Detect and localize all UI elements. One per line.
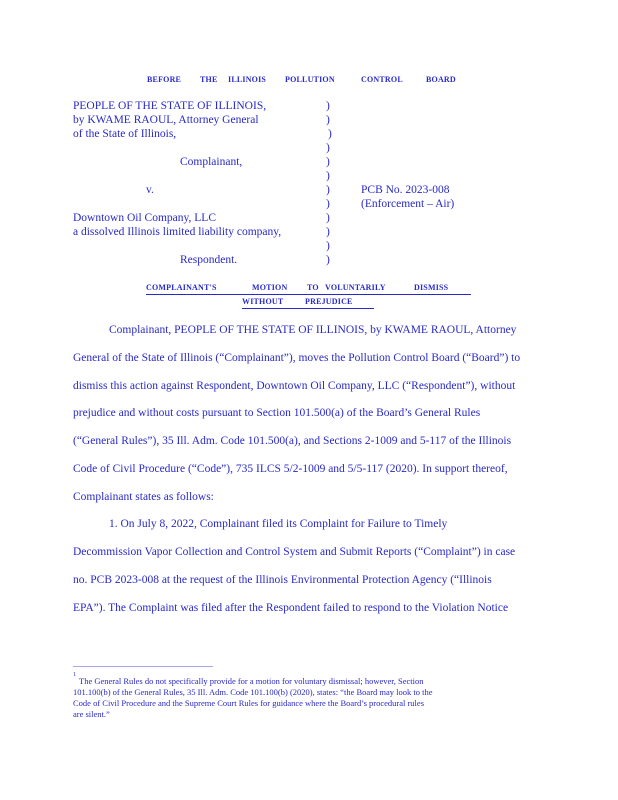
caption-paren: )	[326, 114, 330, 126]
caption-paren: )	[326, 142, 330, 154]
title-word: DISMISS	[414, 283, 449, 292]
caption-paren: )	[326, 198, 330, 210]
footnote-line: are silent.”	[73, 709, 110, 719]
case-number: PCB No. 2023-008	[361, 184, 450, 196]
caption-line: Respondent.	[180, 254, 238, 266]
title-word: TO	[307, 283, 319, 292]
footnote-line: 101.100(b) of the General Rules, 35 Ill. Adm. Code 101.100(b) (2020), states: “the Board may look to the	[73, 687, 433, 697]
body-line: (“General Rules”), 35 Ill. Adm. Code 101.500(a), and Sections 2-1009 and 5-117 of the Illinois	[73, 435, 512, 447]
heading-word: POLLUTION	[285, 75, 335, 84]
caption-paren: )	[326, 240, 330, 252]
heading-word: BEFORE	[147, 75, 182, 84]
body-line: Code of Civil Procedure (“Code”), 735 ILCS 5/2-1009 and 5/5-117 (2020). In support thereof,	[73, 463, 508, 475]
body-line: Complainant states as follows:	[73, 491, 214, 503]
body-line: Complainant, PEOPLE OF THE STATE OF ILLINOIS, by KWAME RAOUL, Attorney	[109, 324, 517, 336]
title-word: COMPLAINANT'S	[146, 283, 217, 292]
body-line: dismiss this action against Respondent, Downtown Oil Company, LLC (“Respondent”), without	[73, 380, 516, 392]
footnote-separator	[73, 666, 213, 667]
caption-line: a dissolved Illinois limited liability company,	[73, 226, 282, 238]
body-line: prejudice and without costs pursuant to Section 101.500(a) of the Board’s General Rules	[73, 407, 481, 419]
footnote-line: The General Rules do not specifically provide for a motion for voluntary dismissal; however, Section	[79, 676, 424, 686]
heading-word: THE	[200, 75, 218, 84]
title-word: VOLUNTARILY	[325, 283, 386, 292]
body-line: EPA”). The Complaint was filed after the Respondent failed to respond to the Violation Notice	[73, 602, 509, 614]
caption-line: v.	[146, 184, 154, 196]
footnote-line: Code of Civil Procedure and the Supreme Court Rules for guidance where the Board’s procedural rules	[73, 698, 424, 708]
caption-line: Downtown Oil Company, LLC	[73, 212, 216, 224]
footnote-marker: 1	[73, 672, 76, 678]
caption-line: of the State of Illinois,	[73, 128, 177, 140]
body-line: 1. On July 8, 2022, Complainant filed its Complaint for Failure to Timely	[109, 518, 448, 530]
caption-paren: )	[326, 254, 330, 266]
title-word: PREJUDICE	[305, 297, 353, 306]
title-underline	[146, 294, 471, 295]
caption-paren: )	[326, 170, 330, 182]
caption-paren: )	[326, 184, 330, 196]
caption-line: by KWAME RAOUL, Attorney General	[73, 114, 259, 126]
caption-paren: )	[326, 156, 330, 168]
body-line: Decommission Vapor Collection and Control System and Submit Reports (“Complaint”) in case	[73, 546, 516, 558]
caption-line: PEOPLE OF THE STATE OF ILLINOIS,	[73, 100, 267, 112]
caption-paren: )	[328, 128, 332, 140]
title-word: WITHOUT	[242, 297, 284, 306]
heading-word: BOARD	[426, 75, 456, 84]
caption-paren: )	[326, 100, 330, 112]
case-type: (Enforcement – Air)	[361, 198, 455, 210]
caption-line: Complainant,	[180, 156, 243, 168]
heading-word: CONTROL	[361, 75, 403, 84]
title-underline	[242, 308, 374, 309]
heading-word: ILLINOIS	[228, 75, 267, 84]
caption-paren: )	[326, 212, 330, 224]
title-word: MOTION	[252, 283, 288, 292]
caption-paren: )	[326, 226, 330, 238]
body-line: no. PCB 2023-008 at the request of the Illinois Environmental Protection Agency (“Illinois	[73, 574, 492, 586]
body-line: General of the State of Illinois (“Complainant”), moves the Pollution Control Board (“Board”) to	[73, 352, 521, 364]
